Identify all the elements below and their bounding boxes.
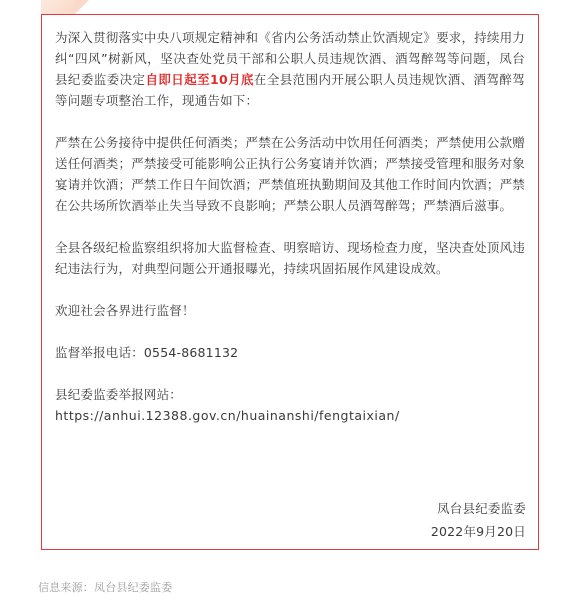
intro-text-after: 在全县范围内开展公职人员违规饮酒、酒驾醉驾等问题专项整治工作，现通告如下： <box>55 72 526 108</box>
rules-paragraph: 严禁在公务接待中提供任何酒类；严禁在公务活动中饮用任何酒类；严禁使用公款赠送任何酒类；严禁接受可能影响公正执行公务宴请并饮酒；严禁接受管理和服务对象宴请并饮酒；严禁工作日午间饮酒；严禁值班执勤期间及其他工作时间内饮酒；严禁在公共场所饮酒举止失当导致不良影响；严禁公职人员酒驾醉驾；严禁酒后滋事。 <box>55 135 525 213</box>
intro-highlight-period: 自即日起至10月底 <box>145 72 254 87</box>
supervision-paragraph: 全县各级纪检监察组织将加大监督检查、明察暗访、现场检查力度，坚决查处顶风违纪违法行为，对典型问题公开通报曝光，持续巩固拓展作风建设成效。 <box>55 240 525 276</box>
signature-date: 2022年9月20日 <box>430 524 526 539</box>
website-label: 县纪委监委举报网站： <box>55 387 183 402</box>
signature-org: 凤台县纪委监委 <box>437 501 526 516</box>
intro-paragraph <box>55 27 525 111</box>
welcome-text: 欢迎社会各界进行监督！ <box>55 303 195 318</box>
hotline-text: 监督举报电话：0554-8681132 <box>55 345 239 360</box>
corner-decoration <box>41 0 75 14</box>
info-source: 信息来源：凤台县纪委监委 <box>38 581 173 594</box>
notice-box <box>41 14 539 550</box>
website-url: https://anhui.12388.gov.cn/huainanshi/fengtaixian/ <box>55 408 400 423</box>
intro-text-before: 为深入贯彻落实中央八项规定精神和《省内公务活动禁止饮酒规定》要求，持续用力纠“四风”树新风，坚决查处党员干部和公职人员违规饮酒、酒驾醉驾等问题，凤台县纪委监委决定 <box>55 30 525 87</box>
